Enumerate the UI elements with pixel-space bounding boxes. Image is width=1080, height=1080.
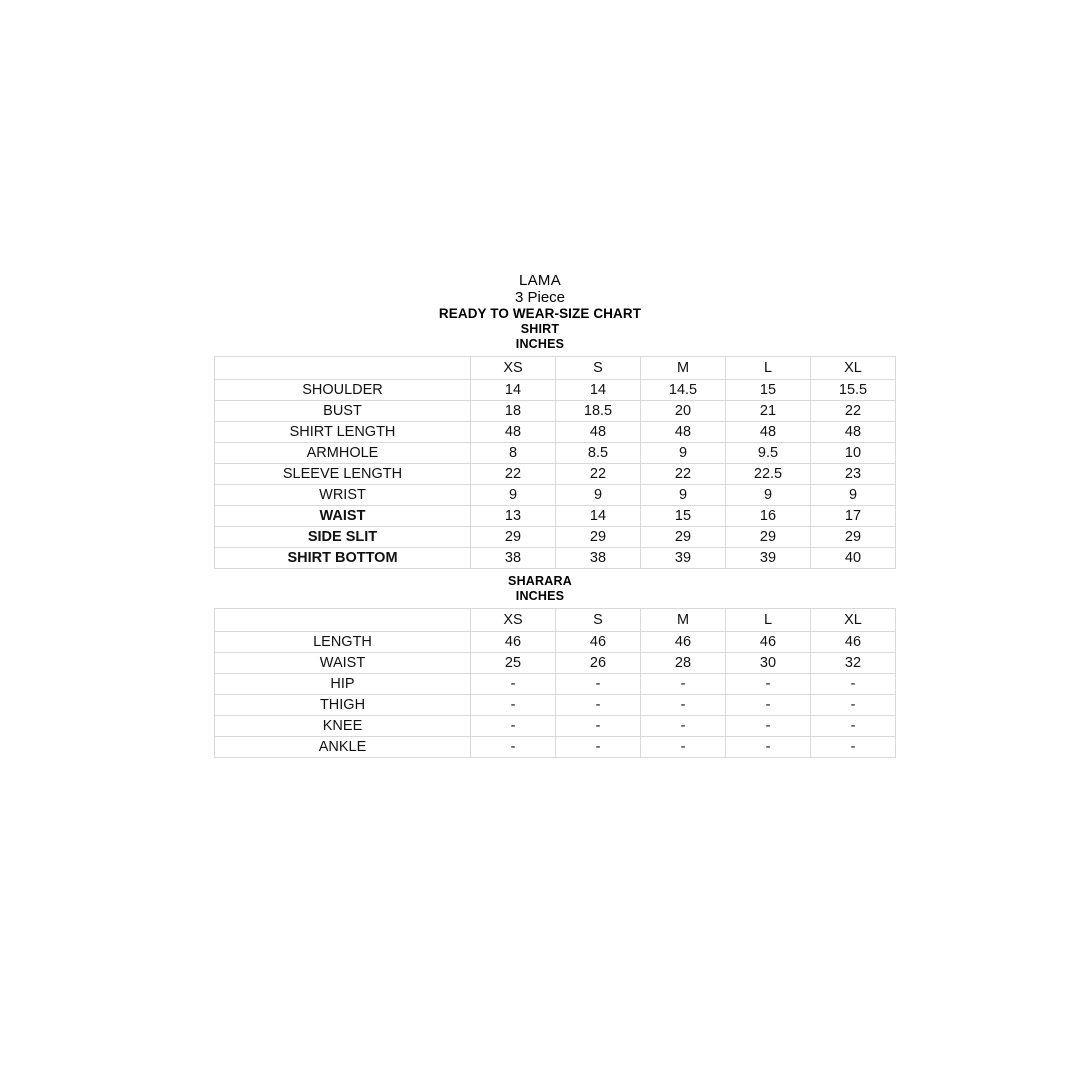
sharara-section-label: SHARARA bbox=[508, 574, 572, 588]
row-label: WAIST bbox=[215, 506, 471, 527]
cell: 20 bbox=[641, 401, 726, 422]
row-label: BUST bbox=[215, 401, 471, 422]
cell: 46 bbox=[726, 632, 811, 653]
row-label: SHOULDER bbox=[215, 380, 471, 401]
brand-subtitle: 3 Piece bbox=[514, 289, 566, 306]
cell: 22.5 bbox=[726, 464, 811, 485]
cell: 46 bbox=[471, 632, 556, 653]
cell: 21 bbox=[726, 401, 811, 422]
table-row bbox=[215, 653, 896, 674]
chart-header bbox=[0, 272, 1080, 352]
column-header-l: L bbox=[726, 609, 811, 632]
cell: - bbox=[726, 695, 811, 716]
cell: - bbox=[726, 737, 811, 758]
row-label: KNEE bbox=[215, 716, 471, 737]
table-row bbox=[215, 527, 896, 548]
cell: 40 bbox=[811, 548, 896, 569]
cell: 14 bbox=[556, 506, 641, 527]
cell: - bbox=[471, 695, 556, 716]
cell: - bbox=[556, 695, 641, 716]
column-header-l: L bbox=[726, 357, 811, 380]
cell: - bbox=[471, 674, 556, 695]
cell: - bbox=[811, 674, 896, 695]
cell: 15 bbox=[726, 380, 811, 401]
row-label: SHIRT LENGTH bbox=[215, 422, 471, 443]
cell: 48 bbox=[471, 422, 556, 443]
cell: 48 bbox=[811, 422, 896, 443]
shirt-size-table bbox=[214, 356, 896, 569]
cell: 32 bbox=[811, 653, 896, 674]
cell: 9 bbox=[811, 485, 896, 506]
cell: 46 bbox=[641, 632, 726, 653]
cell: 22 bbox=[641, 464, 726, 485]
row-label: HIP bbox=[215, 674, 471, 695]
cell: 9.5 bbox=[726, 443, 811, 464]
cell: 9 bbox=[641, 485, 726, 506]
page-title: READY TO WEAR-SIZE CHART bbox=[438, 306, 642, 321]
sharara-table-head bbox=[215, 609, 896, 632]
column-header-xs: XS bbox=[471, 609, 556, 632]
cell: - bbox=[641, 716, 726, 737]
cell: - bbox=[641, 695, 726, 716]
row-label: SIDE SLIT bbox=[215, 527, 471, 548]
sharara-size-table bbox=[214, 608, 896, 758]
table-row bbox=[215, 716, 896, 737]
cell: - bbox=[726, 674, 811, 695]
column-header-m: M bbox=[641, 357, 726, 380]
cell: 25 bbox=[471, 653, 556, 674]
table-row bbox=[215, 548, 896, 569]
table-header-row bbox=[215, 609, 896, 632]
table-row bbox=[215, 506, 896, 527]
cell: 29 bbox=[811, 527, 896, 548]
column-header-s: S bbox=[556, 609, 641, 632]
cell: - bbox=[811, 716, 896, 737]
cell: 16 bbox=[726, 506, 811, 527]
row-label: THIGH bbox=[215, 695, 471, 716]
cell: 48 bbox=[556, 422, 641, 443]
table-row bbox=[215, 737, 896, 758]
cell: 30 bbox=[726, 653, 811, 674]
cell: 48 bbox=[641, 422, 726, 443]
column-header-m: M bbox=[641, 609, 726, 632]
cell: 14 bbox=[471, 380, 556, 401]
table-row bbox=[215, 632, 896, 653]
cell: - bbox=[471, 737, 556, 758]
cell: - bbox=[556, 737, 641, 758]
sharara-unit-label: INCHES bbox=[515, 589, 565, 603]
row-label: WAIST bbox=[215, 653, 471, 674]
row-label: ANKLE bbox=[215, 737, 471, 758]
row-label: SHIRT BOTTOM bbox=[215, 548, 471, 569]
cell: 17 bbox=[811, 506, 896, 527]
cell: 29 bbox=[726, 527, 811, 548]
cell: 39 bbox=[641, 548, 726, 569]
row-label: WRIST bbox=[215, 485, 471, 506]
shirt-section-label: SHIRT bbox=[520, 322, 560, 336]
table-row bbox=[215, 422, 896, 443]
table-row bbox=[215, 443, 896, 464]
cell: 29 bbox=[471, 527, 556, 548]
cell: 22 bbox=[811, 401, 896, 422]
cell: 38 bbox=[471, 548, 556, 569]
column-header-s: S bbox=[556, 357, 641, 380]
cell: 46 bbox=[556, 632, 641, 653]
cell: 29 bbox=[556, 527, 641, 548]
column-header-xl: XL bbox=[811, 609, 896, 632]
cell: 39 bbox=[726, 548, 811, 569]
cell: 48 bbox=[726, 422, 811, 443]
cell: - bbox=[556, 674, 641, 695]
cell: 14 bbox=[556, 380, 641, 401]
shirt-table-head bbox=[215, 357, 896, 380]
table-row bbox=[215, 464, 896, 485]
cell: 29 bbox=[641, 527, 726, 548]
cell: 15 bbox=[641, 506, 726, 527]
cell: 23 bbox=[811, 464, 896, 485]
cell: - bbox=[641, 674, 726, 695]
shirt-table-body bbox=[215, 380, 896, 569]
cell: 9 bbox=[726, 485, 811, 506]
cell: - bbox=[641, 737, 726, 758]
cell: - bbox=[726, 716, 811, 737]
cell: 22 bbox=[556, 464, 641, 485]
column-header-xs: XS bbox=[471, 357, 556, 380]
cell: 38 bbox=[556, 548, 641, 569]
cell: 9 bbox=[641, 443, 726, 464]
table-corner-cell bbox=[215, 609, 471, 632]
column-header-xl: XL bbox=[811, 357, 896, 380]
row-label: SLEEVE LENGTH bbox=[215, 464, 471, 485]
cell: 22 bbox=[471, 464, 556, 485]
cell: 9 bbox=[556, 485, 641, 506]
cell: 28 bbox=[641, 653, 726, 674]
cell: 8.5 bbox=[556, 443, 641, 464]
table-row bbox=[215, 674, 896, 695]
cell: - bbox=[811, 695, 896, 716]
cell: 26 bbox=[556, 653, 641, 674]
cell: 14.5 bbox=[641, 380, 726, 401]
cell: 18.5 bbox=[556, 401, 641, 422]
cell: 15.5 bbox=[811, 380, 896, 401]
cell: 46 bbox=[811, 632, 896, 653]
cell: 9 bbox=[471, 485, 556, 506]
shirt-unit-label: INCHES bbox=[515, 337, 565, 351]
cell: - bbox=[811, 737, 896, 758]
cell: 13 bbox=[471, 506, 556, 527]
cell: - bbox=[471, 716, 556, 737]
table-row bbox=[215, 401, 896, 422]
sharara-table-body bbox=[215, 632, 896, 758]
cell: 8 bbox=[471, 443, 556, 464]
brand-name: LAMA bbox=[518, 272, 562, 289]
table-corner-cell bbox=[215, 357, 471, 380]
cell: 10 bbox=[811, 443, 896, 464]
row-label: ARMHOLE bbox=[215, 443, 471, 464]
table-row bbox=[215, 380, 896, 401]
cell: - bbox=[556, 716, 641, 737]
table-row bbox=[215, 695, 896, 716]
cell: 18 bbox=[471, 401, 556, 422]
table-row bbox=[215, 485, 896, 506]
sharara-header bbox=[0, 574, 1080, 604]
row-label: LENGTH bbox=[215, 632, 471, 653]
table-header-row bbox=[215, 357, 896, 380]
